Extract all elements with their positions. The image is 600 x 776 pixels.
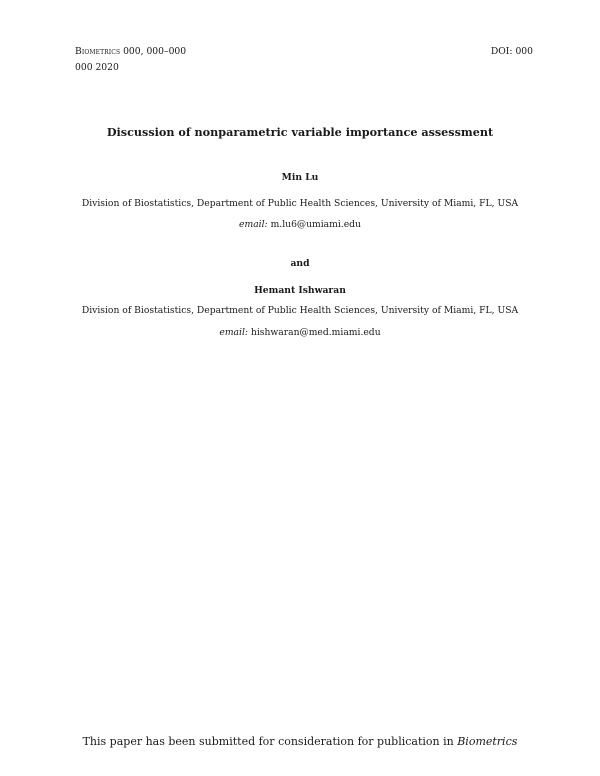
submission-note [0,735,600,748]
author-email [0,327,600,338]
author-affiliation: Division of Biostatistics, Department of Public Health Sciences, University of Miami, FL, USA [81,198,519,209]
submission-text: This paper has been submitted for consideration for publication in [82,735,458,748]
author-separator: and [290,258,310,269]
submission-journal: Biometrics [457,735,518,748]
email-label: email: [219,327,248,338]
doi-label: DOI: 000 [490,46,533,57]
author-name: Hemant Ishwaran [254,285,346,296]
author-name: Min Lu [281,172,319,183]
journal-name: Biometrics [75,46,121,57]
email-address: hishwaran@med.miami.edu [248,327,381,338]
journal-date: 000 2020 [75,62,119,73]
email-label: email: [239,219,268,230]
running-header-left [75,44,186,76]
email-address: m.lu6@umiami.edu [267,219,361,230]
journal-pages: 000, 000–000 [120,46,187,57]
paper-title: Discussion of nonparametric variable importance assessment [106,125,494,139]
journal-citation [75,44,186,60]
author-email [0,219,600,230]
author-affiliation: Division of Biostatistics, Department of Public Health Sciences, University of Miami, FL, USA [81,305,519,316]
